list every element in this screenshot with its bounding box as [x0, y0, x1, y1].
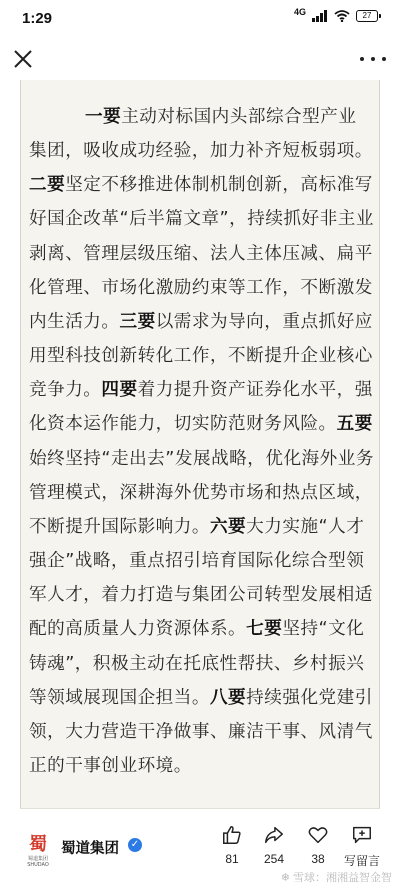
verified-badge-icon: ✓: [128, 838, 142, 852]
battery-icon: 27: [356, 10, 378, 22]
article-image: [20, 80, 380, 809]
like-count: 81: [225, 852, 239, 866]
brand-logo[interactable]: [22, 836, 54, 868]
share-arrow-icon: [263, 824, 285, 846]
comment-add-icon: [351, 824, 373, 846]
divider: [20, 808, 380, 809]
point-label: 二要: [29, 175, 66, 196]
thumbs-up-icon: [221, 824, 243, 846]
network-type-label: 4G: [293, 7, 306, 17]
like-button[interactable]: [210, 824, 254, 866]
point-text: 着力提升资产证券化水平，强化资本运作能力，切实防范财务风险。: [29, 380, 373, 435]
status-bar: [0, 0, 400, 38]
comment-button[interactable]: [340, 824, 384, 869]
snowball-icon: ❄: [280, 871, 290, 884]
point-text: 主动对标国内头部综合型产业集团，吸收成功经验，加力补齐短板弱项。: [29, 107, 373, 162]
point-text: 坚定不移推进体制机制创新，高标准写好国企改革“后半篇文章”，持续抓好非主业剥离、管理层级压缩、法人主体压减、扁平化管理、市场化激励约束等工作，不断激发内生活力。: [29, 175, 374, 332]
point-label: 八要: [209, 687, 247, 708]
share-button[interactable]: [252, 824, 296, 866]
signal-icon: [312, 10, 328, 22]
point-label: 三要: [119, 311, 156, 332]
point-label: 五要: [336, 414, 373, 435]
wifi-icon: [334, 10, 350, 22]
nav-bar: [0, 38, 400, 80]
dot: [371, 57, 375, 61]
dot: [360, 57, 364, 61]
favorite-count: 38: [311, 852, 325, 866]
heart-icon: [307, 824, 329, 846]
article-body: [29, 100, 374, 783]
more-dots-icon[interactable]: [360, 50, 386, 68]
comment-label: 写留言: [343, 854, 380, 868]
bottom-action-bar: [0, 818, 400, 889]
dot: [382, 57, 386, 61]
point-text: 大力实施“人才强企”战略，重点招引培育国际化综合型领军人才，着力打造与集团公司转型发展相适配的高质量人力资源体系。: [29, 516, 373, 640]
status-time: 1:29: [22, 10, 53, 27]
point-label: 四要: [101, 380, 138, 401]
watermark-text: 雪球：湘湘益智金智: [293, 871, 392, 884]
point-text: 持续强化党建引领，大力营造干净做事、廉洁干事、风清气正的干事创业环境。: [29, 687, 373, 776]
favorite-button[interactable]: [296, 824, 340, 866]
point-text: 坚持“文化铸魂”，积极主动在托底性帮扶、乡村振兴等领域展现国企担当。: [29, 619, 365, 708]
status-indicators: [293, 7, 378, 22]
author-name[interactable]: 蜀道集团: [61, 841, 119, 857]
point-label: 七要: [246, 619, 283, 640]
point-text: 以需求为导向，重点抓好应用型科技创新转化工作，不断提升企业核心竞争力。: [29, 311, 373, 401]
close-icon[interactable]: [10, 46, 36, 72]
brand-logo-caption: 蜀道集团 SHUDAO: [27, 856, 49, 868]
point-label: 六要: [209, 516, 247, 537]
point-text: 始终坚持“走出去”发展战略，优化海外业务管理模式，深耕海外优势市场和热点区域，不断提升国际影响力。: [29, 448, 374, 537]
point-label: 一要: [85, 107, 122, 127]
share-count: 254: [263, 852, 285, 866]
watermark: [281, 869, 392, 885]
brand-logo-mark: 蜀: [29, 834, 47, 855]
